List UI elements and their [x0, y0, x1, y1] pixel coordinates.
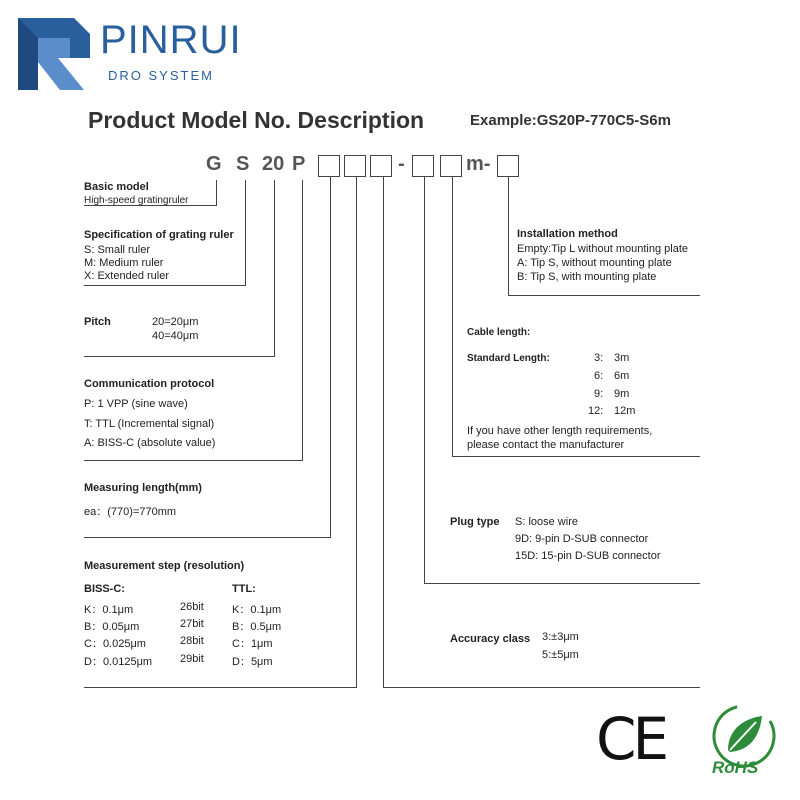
connector-protocol [302, 180, 303, 460]
pitch-heading: Pitch [84, 316, 111, 328]
protocol-heading: Communication protocol [84, 378, 215, 390]
basic-model-text: High-speed gratingruler [84, 195, 189, 206]
code-dash: - [398, 153, 405, 175]
connector-length-h [84, 537, 331, 538]
code-s: S [236, 153, 250, 175]
ttl-heading: TTL: [232, 583, 256, 595]
biss-row-k: K：0.1μm [84, 604, 134, 616]
plug-item-9d: 9D: 9-pin D-SUB connector [515, 533, 649, 545]
ttl-row-b: B：0.5μm [232, 621, 282, 633]
biss-bit-c: 28bit [180, 635, 204, 647]
protocol-item-t: T: TTL (Incremental signal) [84, 418, 215, 430]
code-box-length-1 [318, 155, 340, 177]
connector-step-h [84, 687, 357, 688]
page-title: Product Model No. Description [88, 107, 425, 133]
code-box-cable [440, 155, 462, 177]
spec-item-x: X: Extended ruler [84, 270, 169, 282]
connector-accuracy-h [383, 687, 700, 688]
connector-cable-h [452, 456, 700, 457]
connector-cable [452, 177, 453, 456]
install-item-a: A: Tip S, without mounting plate [517, 257, 672, 269]
connector-protocol-h [84, 460, 303, 461]
pitch-item-40: 40=40μm [152, 330, 199, 342]
cable-len-9: 9m [614, 388, 630, 400]
connector-plug-h [424, 583, 700, 584]
length-text: ea：(770)=770mm [84, 506, 177, 518]
accuracy-heading: Accuracy class [450, 633, 531, 645]
biss-row-d: D：0.0125μm [84, 656, 153, 668]
accuracy-item-3: 3:±3μm [542, 631, 579, 643]
plug-item-s: S: loose wire [515, 516, 578, 528]
install-item-b: B: Tip S, with mounting plate [517, 271, 657, 283]
install-heading: Installation method [517, 228, 618, 240]
connector-install [508, 177, 509, 295]
pinrui-logo-icon [14, 14, 94, 94]
code-box-step [370, 155, 392, 177]
biss-bit-k: 26bit [180, 601, 204, 613]
cable-note-1: If you have other length requirements, [467, 425, 653, 437]
install-item-empty: Empty:Tip L without mounting plate [517, 243, 688, 255]
length-heading: Measuring length(mm) [84, 482, 202, 494]
biss-row-c: C：0.025μm [84, 638, 146, 650]
code-g: G [206, 153, 222, 175]
biss-bit-b: 27bit [180, 618, 204, 630]
pitch-item-20: 20=20μm [152, 316, 199, 328]
plug-heading: Plug type [450, 516, 500, 528]
connector-spec-h [84, 285, 246, 286]
connector-length [330, 177, 331, 537]
connector-basic [216, 180, 217, 205]
spec-item-m: M: Medium ruler [84, 257, 164, 269]
cable-len-6: 6m [614, 370, 630, 382]
example-code: Example:GS20P-770C5-S6m [470, 112, 671, 129]
cable-code-12: 12: [588, 405, 604, 417]
basic-model-heading: Basic model [84, 181, 149, 193]
biss-bit-d: 29bit [180, 653, 204, 665]
connector-accuracy [383, 177, 384, 687]
connector-spec [245, 180, 246, 285]
connector-step [356, 177, 357, 687]
accuracy-item-5: 5:±5μm [542, 649, 579, 661]
connector-plug [424, 177, 425, 583]
spec-item-s: S: Small ruler [84, 244, 151, 256]
plug-item-15d: 15D: 15-pin D-SUB connector [515, 550, 661, 562]
protocol-item-a: A: BISS-C (absolute value) [84, 437, 216, 449]
protocol-item-p: P: 1 VPP (sine wave) [84, 398, 188, 410]
ttl-row-d: D：5μm [232, 656, 273, 668]
ce-mark-icon: CE [596, 705, 666, 773]
cable-standard-label: Standard Length: [467, 353, 550, 364]
rohs-label: RoHS [712, 758, 759, 777]
cable-len-12: 12m [614, 405, 636, 417]
ttl-row-c: C：1μm [232, 638, 273, 650]
ttl-row-k: K：0.1μm [232, 604, 282, 616]
code-p: P [292, 153, 306, 175]
biss-heading: BISS-C: [84, 583, 125, 595]
cable-code-6: 6: [594, 370, 604, 382]
cable-len-3: 3m [614, 352, 630, 364]
spec-heading: Specification of grating ruler [84, 229, 234, 241]
connector-install-h [508, 295, 700, 296]
code-box-install [497, 155, 519, 177]
step-heading: Measurement step (resolution) [84, 560, 245, 572]
biss-row-b: B：0.05μm [84, 621, 140, 633]
connector-pitch-h [84, 356, 275, 357]
code-box-plug [412, 155, 434, 177]
code-m: m- [466, 153, 491, 175]
connector-pitch [274, 180, 275, 356]
cable-code-3: 3: [594, 352, 604, 364]
cable-code-9: 9: [594, 388, 604, 400]
brand-name: PINRUI [100, 18, 242, 62]
code-pitch: 20 [262, 153, 285, 175]
brand-subtitle: DRO SYSTEM [108, 68, 214, 83]
code-box-length-2 [344, 155, 366, 177]
cable-heading: Cable length: [467, 327, 531, 338]
cable-note-2: please contact the manufacturer [467, 439, 625, 451]
